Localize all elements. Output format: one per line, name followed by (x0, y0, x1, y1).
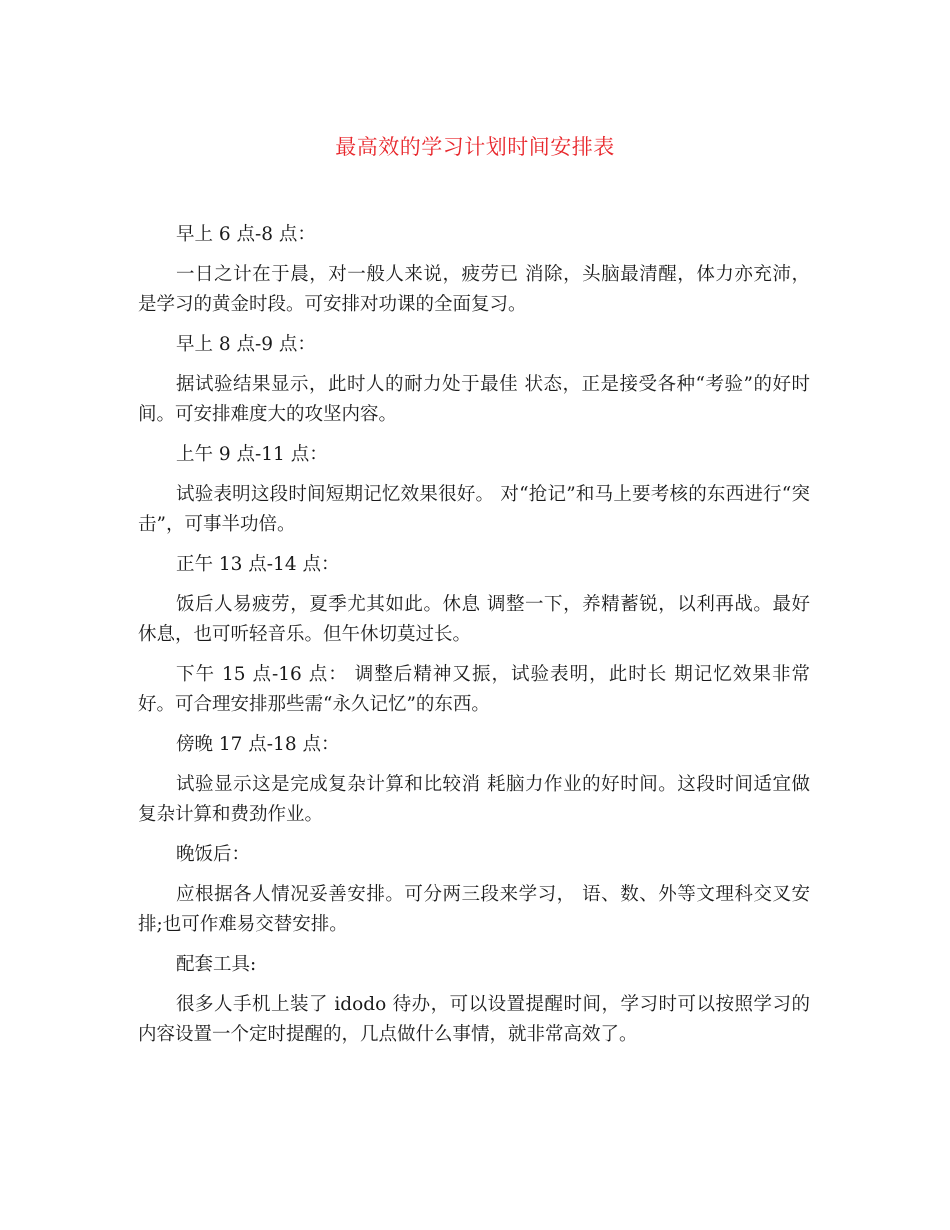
paragraph-morning-6-8: 一日之计在于晨，对一般人来说，疲劳已 消除，头脑最清醒，体力亦充沛，是学习的黄金时段。可安排对功课的全面复习。 (138, 264, 810, 315)
paragraph-after-dinner: 应根据各人情况妥善安排。可分两三段来学习， 语、数、外等文理科交叉安排;也可作难易交替安排。 (138, 884, 810, 935)
document-title: 最高效的学习计划时间安排表 (335, 135, 615, 159)
tools-heading: 配套工具: (176, 954, 257, 975)
time-slot-heading-morning-8-9: 早上 8 点-9 点： (176, 334, 316, 355)
paragraph-morning-8-9: 据试验结果显示，此时人的耐力处于最佳 状态，正是接受各种“考验”的好时间。可安排难度大的攻坚内容。 (138, 374, 810, 425)
time-slot-heading-evening-17-18: 傍晚 17 点-18 点： (176, 734, 340, 755)
paragraph-tools: 很多人手机上装了 idodo 待办，可以设置提醒时间，学习时可以按照学习的内容设置一个定时提醒的，几点做什么事情，就非常高效了。 (138, 994, 810, 1045)
paragraph-afternoon-15-16: 下午 15 点-16 点： 调整后精神又振，试验表明，此时长 期记忆效果非常好。可合理安排那些需“永久记忆”的东西。 (138, 664, 810, 715)
document-body (138, 220, 810, 1060)
paragraph-forenoon-9-11: 试验表明这段时间短期记忆效果很好。 对“抢记”和马上要考核的东西进行“突击”，可事半功倍。 (138, 484, 810, 535)
time-slot-heading-forenoon-9-11: 上午 9 点-11 点： (176, 444, 328, 465)
time-slot-heading-after-dinner: 晚饭后： (176, 844, 251, 865)
time-slot-heading-morning-6-8: 早上 6 点-8 点： (176, 224, 316, 245)
paragraph-noon-13-14: 饭后人易疲劳，夏季尤其如此。休息 调整一下，养精蓄锐，以利再战。最好休息，也可听轻音乐。但午休切莫过长。 (138, 594, 810, 645)
time-slot-heading-noon-13-14: 正午 13 点-14 点： (176, 554, 340, 575)
paragraph-evening-17-18: 试验显示这是完成复杂计算和比较消 耗脑力作业的好时间。这段时间适宜做复杂计算和费劲作业。 (138, 774, 810, 825)
